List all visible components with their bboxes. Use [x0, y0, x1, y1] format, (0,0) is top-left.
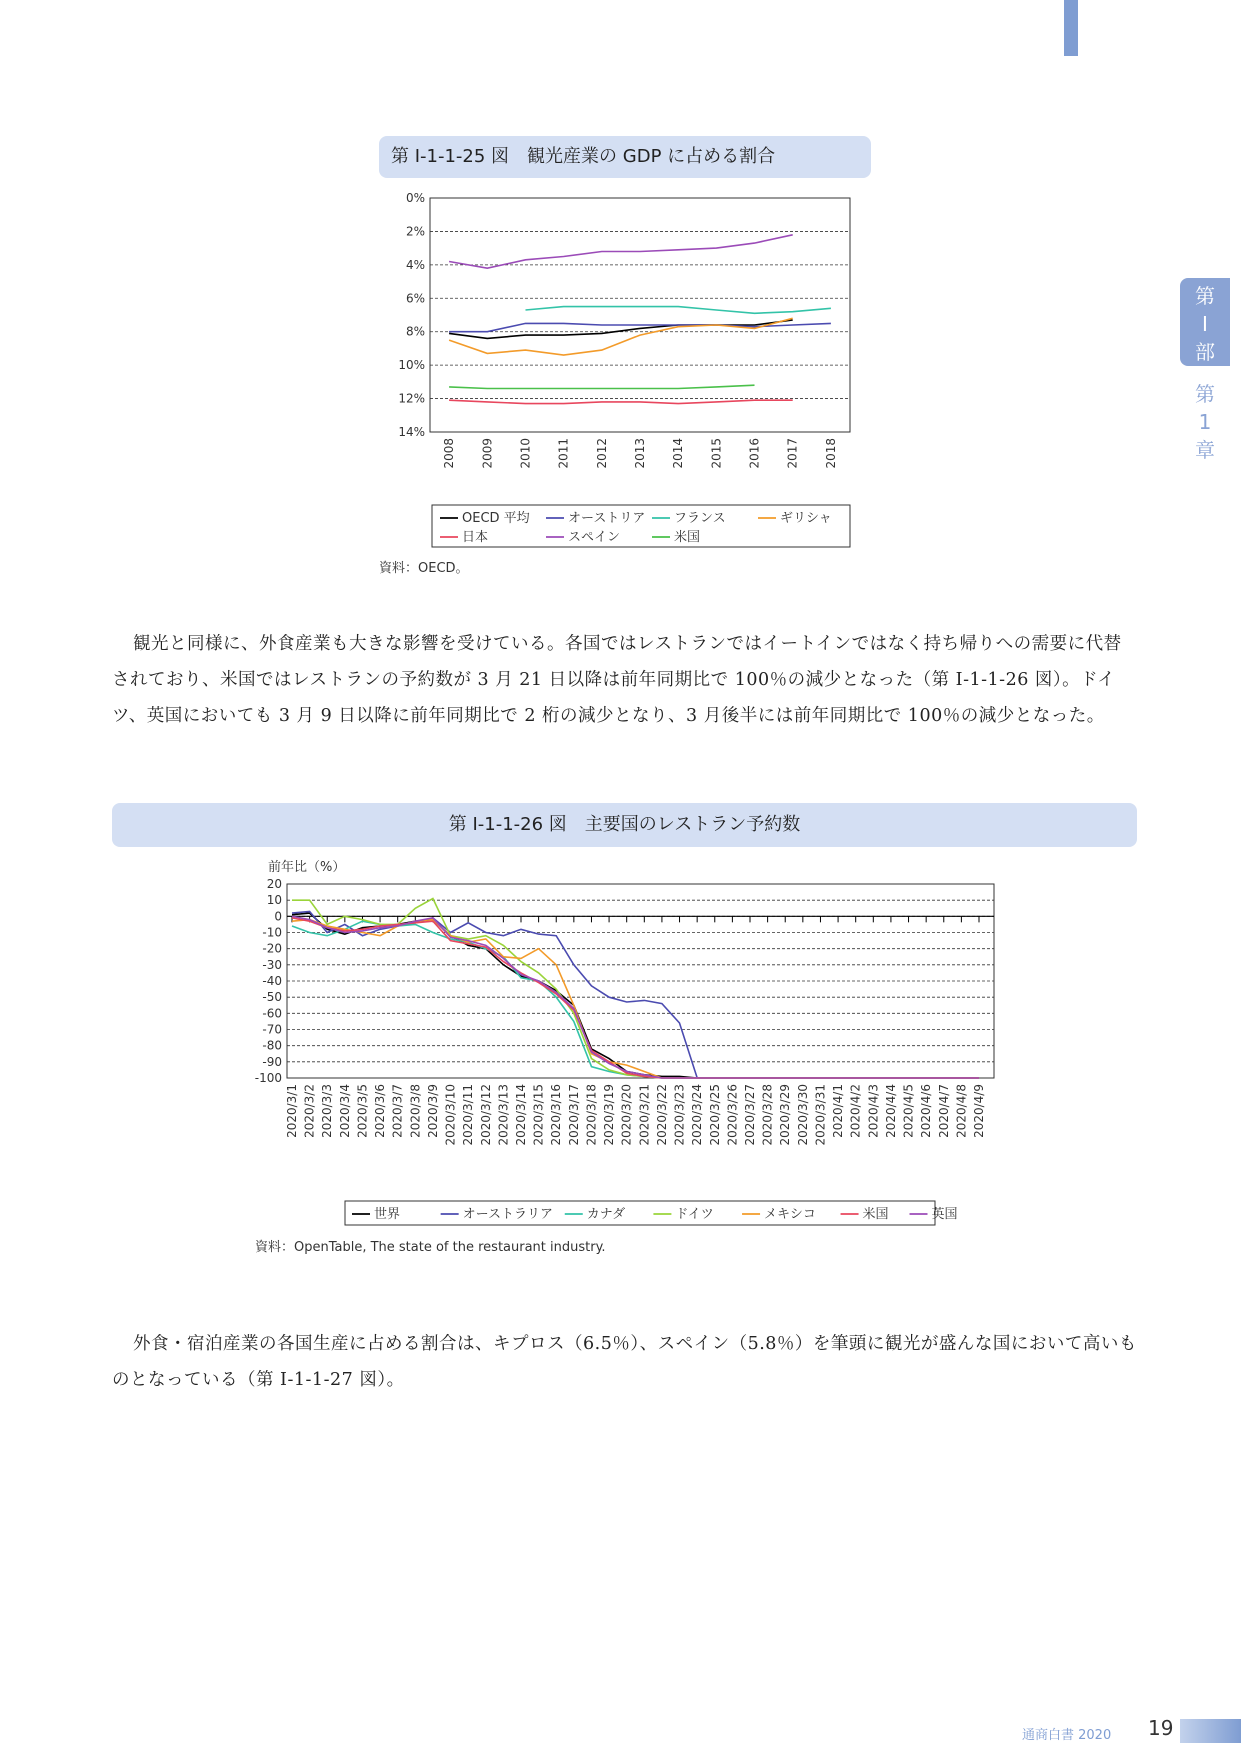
- 25-legend-label-2: オーストリア: [568, 511, 646, 526]
- part-char-1: 第: [1195, 284, 1215, 308]
- 26-series-line-5: [292, 920, 979, 1078]
- 26-legend-label-2: オーストラリア: [462, 1207, 554, 1222]
- part-tab: [1180, 278, 1230, 366]
- 25-ytick-label: 12%: [398, 391, 425, 406]
- 26-ytick-label: -50: [262, 990, 282, 1005]
- 25-xtick-label: 2016: [747, 438, 762, 469]
- figure-25-source: 資料：OECD。: [379, 561, 469, 576]
- 26-xtick-label: 2020/4/5: [901, 1084, 916, 1138]
- 26-series-line-7: [292, 916, 979, 1078]
- 26-legend-label-4: ドイツ: [675, 1207, 714, 1222]
- 26-xtick-label: 2020/4/2: [848, 1084, 863, 1138]
- 26-xtick-label: 2020/3/19: [602, 1084, 617, 1146]
- 26-xtick-label: 2020/3/26: [725, 1084, 740, 1146]
- 26-xtick-label: 2020/3/22: [654, 1084, 669, 1146]
- 25-xtick-label: 2011: [556, 438, 571, 469]
- 26-xtick-label: 2020/3/4: [337, 1084, 352, 1138]
- 26-series-line-6: [292, 918, 979, 1078]
- 26-series-line-3: [292, 921, 979, 1078]
- figure-26-source: 資料：OpenTable, The state of the restaurant industry.: [255, 1240, 606, 1255]
- 26-legend-label-3: カナダ: [586, 1207, 626, 1222]
- 26-xtick-label: 2020/3/5: [355, 1084, 370, 1138]
- figure-26-chart: [250, 856, 1010, 1236]
- part-char-2: I: [1202, 312, 1208, 336]
- 26-xtick-label: 2020/3/18: [584, 1084, 599, 1146]
- figure-26-title: 第 I-1-1-26 図 主要国のレストラン予約数: [112, 803, 1137, 847]
- 26-xtick-label: 2020/4/9: [972, 1084, 986, 1138]
- 25-legend-label-6: スペイン: [568, 530, 621, 545]
- 25-legend-label-1: OECD 平均: [462, 511, 530, 526]
- 26-xtick-label: 2020/3/7: [390, 1084, 405, 1138]
- 25-ytick-label: 4%: [405, 257, 425, 272]
- 26-xtick-label: 2020/3/12: [478, 1084, 493, 1146]
- 26-xtick-label: 2020/3/23: [672, 1084, 687, 1146]
- 26-xtick-label: 2020/3/13: [496, 1084, 511, 1146]
- 25-ytick-label: 14%: [398, 425, 425, 439]
- 26-series-line-1: [292, 913, 979, 1078]
- 25-series-line-5: [449, 400, 793, 403]
- 25-legend-label-5: 日本: [462, 530, 489, 545]
- part-char-3: 部: [1195, 340, 1215, 364]
- 25-ytick-label: 10%: [398, 358, 425, 373]
- 26-ytick-label: 10: [266, 893, 282, 908]
- 26-xtick-label: 2020/3/21: [637, 1084, 652, 1146]
- figure-25-chart: [380, 186, 860, 556]
- 26-xtick-label: 2020/4/4: [883, 1084, 898, 1138]
- 25-ytick-label: 2%: [405, 224, 425, 239]
- 26-xtick-label: 2020/4/7: [936, 1084, 951, 1138]
- 26-ytick-label: -10: [262, 925, 282, 940]
- paragraph-1: [112, 626, 1137, 734]
- 25-legend-label-4: ギリシャ: [780, 511, 832, 526]
- 26-xtick-label: 2020/3/31: [813, 1084, 828, 1146]
- 25-xtick-label: 2009: [480, 438, 495, 469]
- 26-ytick-label: 20: [266, 877, 282, 891]
- 26-xtick-label: 2020/3/11: [461, 1084, 476, 1146]
- 26-legend-label-1: 世界: [374, 1207, 401, 1222]
- 25-series-line-2: [449, 323, 831, 331]
- 25-legend-label-3: フランス: [674, 511, 726, 526]
- 25-ytick-label: 8%: [405, 324, 425, 339]
- 26-xtick-label: 2020/3/6: [373, 1084, 388, 1138]
- 25-series-line-7: [449, 385, 754, 388]
- 25-xtick-label: 2015: [709, 438, 724, 469]
- 26-xtick-label: 2020/3/8: [408, 1084, 423, 1138]
- paragraph-2: [112, 1326, 1137, 1398]
- 26-xtick-label: 2020/3/9: [425, 1084, 440, 1138]
- 26-xtick-label: 2020/4/1: [831, 1084, 846, 1138]
- 26-xtick-label: 2020/3/27: [743, 1084, 757, 1146]
- 25-xtick-label: 2012: [594, 438, 609, 469]
- 26-ytick-label: -100: [254, 1071, 282, 1085]
- 26-xtick-label: 2020/3/20: [619, 1084, 634, 1146]
- 25-plot-frame: [430, 198, 850, 432]
- 26-xtick-label: 2020/4/8: [954, 1084, 969, 1138]
- chapter-char-1: 第: [1195, 382, 1215, 406]
- chapter-char-3: 章: [1195, 438, 1215, 462]
- chapter-tab: [1180, 380, 1230, 464]
- 26-xtick-label: 2020/3/3: [320, 1084, 335, 1138]
- 26-legend-box: [345, 1201, 935, 1225]
- paragraph-1-text: 観光と同様に、外食産業も大きな影響を受けている。各国ではレストランではイートインではなく持ち帰りへの需要に代替されており、米国ではレストランの予約数が 3 月 21 日以降は前年同期比で 100％の減少となった（第 I-1-1-26 図）。ドイツ、英国においても 3 月 9 日以降に前年同期比で 2 桁の減少となり、3 月後半には前年同期比で 100％の減少となった。: [112, 634, 1122, 726]
- 25-legend-label-7: 米国: [674, 530, 701, 545]
- 25-xtick-label: 2013: [633, 438, 647, 469]
- footer-accent-bar: [1180, 1719, 1241, 1743]
- 26-xtick-label: 2020/3/28: [760, 1084, 775, 1146]
- 26-legend-label-5: メキシコ: [764, 1207, 816, 1222]
- 26-ytick-label: -30: [262, 957, 282, 972]
- 26-xtick-label: 2020/4/3: [866, 1084, 881, 1138]
- 26-xtick-label: 2020/3/30: [795, 1084, 810, 1146]
- 25-xtick-label: 2008: [442, 438, 457, 469]
- 26-y-axis-title: 前年比（%）: [268, 860, 346, 875]
- chapter-char-2: 1: [1198, 410, 1212, 434]
- figure-25-title: 第 I-1-1-25 図 観光産業の GDP に占める割合: [379, 136, 871, 178]
- footer-publication: 通商白書 2020: [1022, 1728, 1112, 1743]
- 26-xtick-label: 2020/3/16: [549, 1084, 564, 1146]
- 26-xtick-label: 2020/3/25: [707, 1084, 722, 1146]
- 26-xtick-label: 2020/3/1: [285, 1084, 299, 1138]
- 26-legend-label-7: 英国: [931, 1207, 958, 1222]
- 26-ytick-label: -70: [262, 1022, 282, 1037]
- 26-ytick-label: 0: [274, 909, 282, 924]
- 26-series-line-2: [292, 912, 979, 1079]
- 25-xtick-label: 2010: [518, 438, 533, 469]
- 25-series-line-3: [526, 307, 831, 314]
- paragraph-2-text: 外食・宿泊産業の各国生産に占める割合は、キプロス（6.5％）、スペイン（5.8％）を筆頭に観光が盛んな国において高いものとなっている（第 I-1-1-27 図）。: [112, 1334, 1137, 1390]
- 25-ytick-label: 0%: [405, 191, 425, 205]
- page-number: 19: [1148, 1716, 1174, 1740]
- 26-xtick-label: 2020/4/6: [919, 1084, 934, 1138]
- 26-ytick-label: -80: [262, 1038, 282, 1053]
- 26-xtick-label: 2020/3/17: [566, 1084, 581, 1146]
- 26-xtick-label: 2020/3/2: [302, 1084, 317, 1138]
- 26-legend-label-6: 米国: [862, 1207, 889, 1222]
- 25-ytick-label: 6%: [405, 291, 425, 306]
- 26-ytick-label: -20: [262, 941, 282, 956]
- 26-xtick-label: 2020/3/24: [690, 1084, 705, 1146]
- 26-xtick-label: 2020/3/15: [531, 1084, 546, 1146]
- top-accent-bar: [1064, 0, 1078, 56]
- 26-xtick-label: 2020/3/29: [778, 1084, 793, 1146]
- 26-ytick-label: -60: [262, 1006, 282, 1021]
- 26-ytick-label: -90: [262, 1054, 282, 1069]
- 25-xtick-label: 2017: [785, 438, 800, 469]
- 26-ytick-label: -40: [262, 974, 282, 988]
- 25-xtick-label: 2018: [823, 438, 838, 469]
- 25-xtick-label: 2014: [671, 438, 686, 469]
- 26-xtick-label: 2020/3/14: [514, 1084, 528, 1146]
- 26-xtick-label: 2020/3/10: [443, 1084, 458, 1146]
- 25-series-line-6: [449, 235, 793, 268]
